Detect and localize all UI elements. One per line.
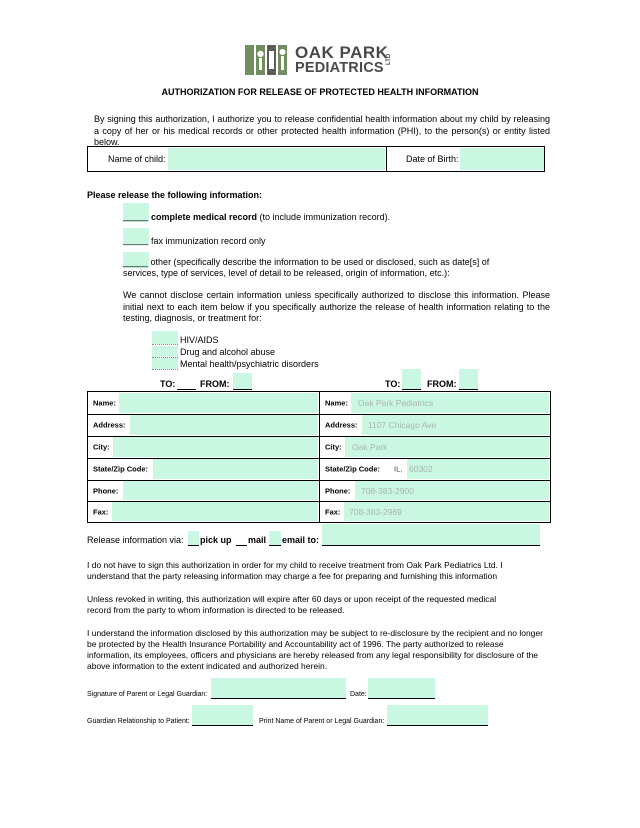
drug-alcohol-initial[interactable]	[152, 346, 178, 357]
logo-suffix: LTD	[386, 53, 392, 65]
from-statezip-row	[320, 458, 550, 480]
relationship-field[interactable]	[192, 705, 253, 725]
left-to-label: TO:	[160, 379, 176, 389]
from-city-field[interactable]	[345, 437, 549, 457]
logo-mark-icon	[245, 43, 291, 77]
email-label: email to:	[282, 535, 320, 545]
page-title: AUTHORIZATION FOR RELEASE OF PROTECTED HEALTH INFORMATION	[161, 87, 479, 97]
from-fax-label: Fax:	[325, 507, 341, 516]
signature-label: Signature of Parent or Legal Guardian:	[87, 691, 208, 698]
to-address-row	[88, 414, 319, 436]
cannot-disclose-paragraph: We cannot disclose certain information unless specifically authorized to disclose this information. Please initial next to each item below if you specifically authorize the release of health information relating to the testing, diagnosis, or treatment for:	[123, 290, 550, 323]
mental-health-initial[interactable]	[152, 358, 178, 369]
pickup-label: pick up	[200, 535, 232, 545]
fee-paragraph: I do not have to sign this authorization in order for my child to receive treatment from Oak Park Pediatrics Ltd. I understand that the party releasing information may charge a fee for preparing and furnishing this information	[87, 560, 503, 581]
complete-record-rest: (to include immunization record).	[257, 212, 391, 222]
redisclosure-paragraph: I understand the information disclosed by this authorization may be subject to re-disclosure by the recipient and no longer be protected by the Health Insurance Portability and Accountability act of 1996. The party authorized to release information, its employees, officers and physicians are hereby released from any legal responsibility for disclosure of the above information to the extent indicated and authorized herein.	[87, 628, 543, 671]
right-to-label: TO:	[385, 379, 401, 389]
to-address-field[interactable]	[130, 415, 318, 435]
from-city-label: City:	[325, 442, 342, 452]
from-address-label: Address:	[325, 420, 358, 430]
from-phone-value: 708-383-2900	[361, 485, 414, 496]
from-state-prefix: IL,	[394, 464, 403, 474]
complete-record-option	[151, 212, 390, 222]
to-fax-field[interactable]	[112, 502, 318, 521]
intro-paragraph: By signing this authorization, I authorize you to release confidential health information about my child by releasing a copy of her or his medical records or other protected health information (PHI), to the person(s) or entity listed below.	[94, 114, 550, 147]
date-field[interactable]	[368, 678, 435, 698]
to-statezip-row	[88, 458, 319, 480]
to-city-label: City:	[93, 442, 110, 452]
hiv-item: HIV/AIDS	[180, 335, 219, 345]
date-label: Date:	[350, 691, 367, 698]
from-address-field[interactable]	[362, 415, 549, 435]
from-phone-row	[320, 480, 550, 501]
from-name-value: Oak Park Pediatrics	[358, 398, 434, 408]
to-name-field[interactable]	[119, 393, 318, 413]
release-heading: Please release the following information:	[87, 190, 263, 200]
logo-line2: PEDIATRICS	[295, 60, 384, 76]
from-city-value: Oak Park	[352, 442, 388, 452]
to-phone-row	[88, 480, 319, 501]
dob-field[interactable]	[460, 148, 544, 170]
from-fax-value: 708-383-2969	[349, 506, 402, 517]
other-option	[123, 257, 523, 279]
to-name-row	[88, 392, 319, 414]
expiry-paragraph: Unless revoked in writing, this authorization will expire after 60 days or upon receipt of the requested medical record from the party to whom information is directed to be released.	[87, 594, 497, 615]
right-from-label: FROM:	[427, 379, 457, 389]
to-statezip-label: State/Zip Code:	[93, 464, 149, 474]
from-name-row	[320, 392, 550, 414]
other-blank: _____	[123, 257, 149, 267]
fax-immunization-blank: _____	[123, 235, 149, 245]
fax-immunization-option: fax immunization record only	[151, 236, 266, 246]
mental-health-item: Mental health/psychiatric disorders	[180, 359, 319, 369]
from-name-label: Name:	[325, 398, 348, 408]
to-city-row	[88, 436, 319, 458]
left-from-label: FROM:	[200, 379, 230, 389]
signature-field[interactable]	[211, 678, 346, 698]
drug-alcohol-item: Drug and alcohol abuse	[180, 347, 276, 357]
from-address-value: 1107 Chicago Ave	[368, 420, 437, 430]
right-to-check[interactable]	[402, 369, 421, 389]
release-via-label: Release information via:	[87, 535, 184, 545]
to-phone-field[interactable]	[123, 481, 318, 500]
from-statezip-label: State/Zip Code:	[325, 464, 381, 474]
from-name-field[interactable]	[351, 393, 549, 413]
logo-line1: OAK PARK	[295, 43, 389, 62]
right-from-check[interactable]	[459, 369, 478, 389]
to-fax-row	[88, 501, 319, 522]
relationship-label: Guardian Relationship to Patient:	[87, 718, 190, 725]
to-statezip-field[interactable]	[153, 459, 318, 479]
print-name-field[interactable]	[387, 705, 488, 725]
address-grid	[87, 391, 551, 523]
print-name-label: Print Name of Parent or Legal Guardian:	[259, 718, 385, 725]
logo	[245, 43, 405, 79]
from-zip-value: 60302	[409, 464, 433, 474]
from-phone-field[interactable]	[355, 481, 549, 500]
child-name-field[interactable]	[168, 148, 385, 170]
from-phone-label: Phone:	[325, 486, 351, 495]
to-city-field[interactable]	[113, 437, 318, 457]
complete-record-bold: complete medical record	[151, 212, 258, 222]
from-fax-row	[320, 501, 550, 522]
email-check[interactable]	[269, 531, 281, 545]
pickup-check[interactable]	[188, 531, 199, 545]
from-statezip-field[interactable]	[407, 459, 549, 479]
hiv-initial[interactable]	[152, 331, 178, 344]
dob-label: Date of Birth:	[406, 154, 459, 164]
from-address-row	[320, 414, 550, 436]
complete-record-blank: _____	[123, 211, 149, 221]
to-phone-label: Phone:	[93, 486, 119, 495]
child-name-label: Name of child:	[108, 154, 166, 164]
child-info-row	[87, 146, 545, 172]
to-name-label: Name:	[93, 398, 116, 408]
to-address-label: Address:	[93, 420, 126, 430]
left-from-check[interactable]	[233, 373, 252, 390]
from-fax-field[interactable]	[344, 502, 549, 521]
email-address-field[interactable]	[322, 524, 540, 545]
other-text: other (specifically describe the information to be used or disclosed, such as date[s] of services, type of services, level of detail to be released, origin of information, etc.):	[123, 257, 490, 278]
from-city-row	[320, 436, 550, 458]
mail-label: mail	[248, 535, 267, 545]
to-fax-label: Fax:	[93, 507, 109, 516]
